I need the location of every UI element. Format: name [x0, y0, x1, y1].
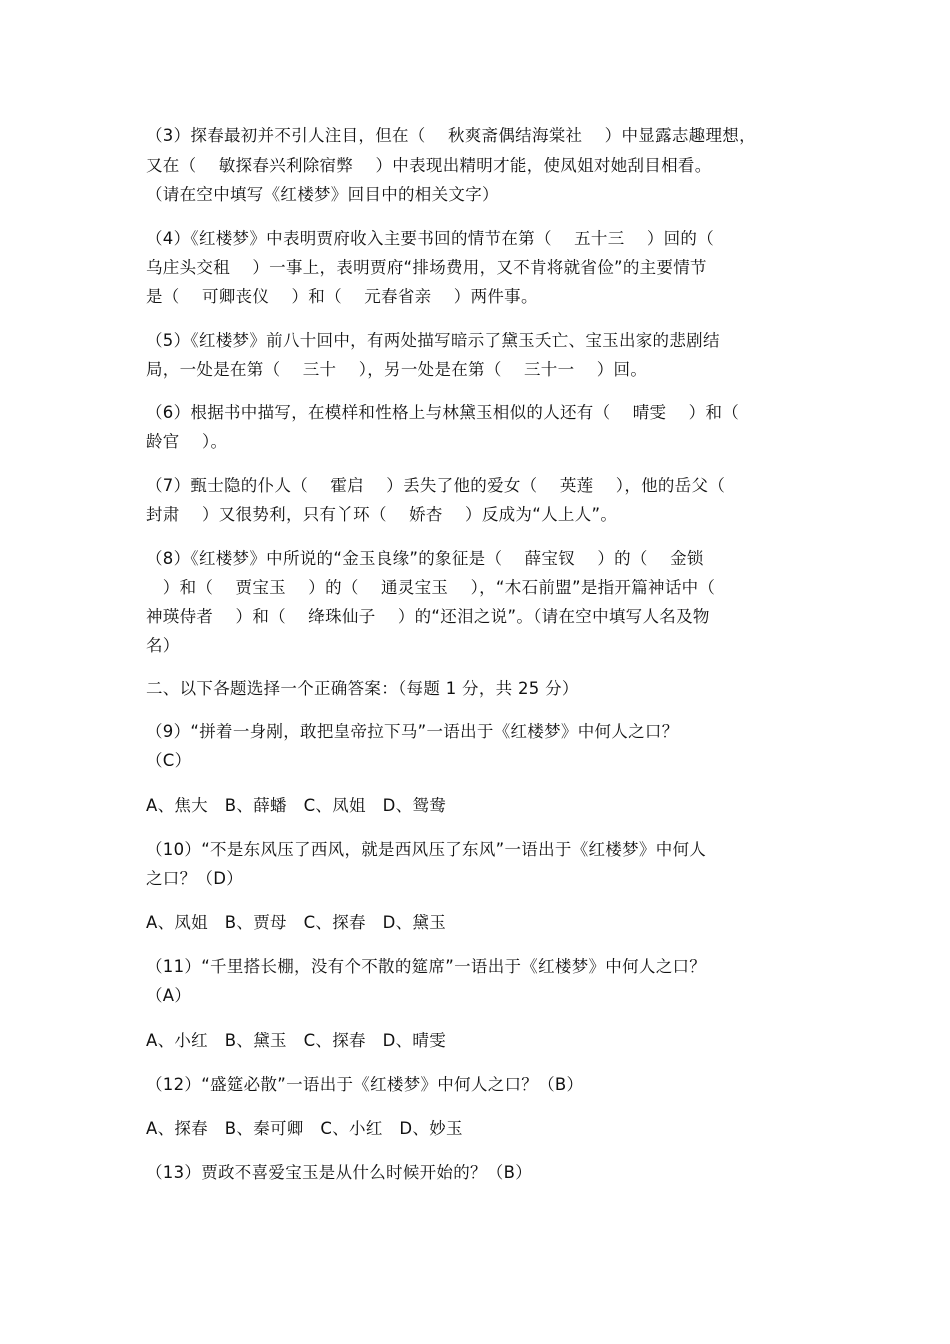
q7-line-1: （7）甄士隐的仆人（ 霍启 ）丢失了他的爱女（ 英莲 ），他的岳父（: [146, 476, 726, 495]
q4-line-3: 是（ 可卿丧仪 ）和（ 元春省亲 ）两件事。: [146, 287, 538, 306]
q10-line-1: （10）“不是东风压了西风，就是西风压了东风”一语出于《红楼梦》中何人: [146, 840, 707, 859]
q11-options: A、小红 B、黛玉 C、探春 D、晴雯: [146, 1031, 447, 1050]
q10-options: A、凤姐 B、贾母 C、探春 D、黛玉: [146, 913, 447, 932]
q5-line-1: （5）《红楼梦》前八十回中，有两处描写暗示了黛玉夭亡、宝玉出家的悲剧结: [146, 331, 720, 350]
q3-line-2: 又在（ 敏探春兴利除宿弊 ）中表现出精明才能，使凤姐对她刮目相看。: [146, 156, 712, 175]
q7-line-2: 封肃 ）又很势利，只有丫环（ 娇杏 ）反成为“人上人”。: [146, 505, 618, 524]
q3-line-3: （请在空中填写《红楼梦》回目中的相关文字）: [146, 185, 499, 204]
q9-line-1: （9）“拼着一身剐，敢把皇帝拉下马”一语出于《红楼梦》中何人之口？: [146, 722, 679, 741]
section-2-heading: 二、以下各题选择一个正确答案：（每题 1 分，共 25 分）: [146, 679, 579, 698]
q9-line-2: （C）: [146, 751, 192, 770]
q8-line-3: 神瑛侍者 ）和（ 绛珠仙子 ）的“还泪之说”。（请在空中填写人名及物: [146, 607, 710, 626]
q13-line-1: （13）贾政不喜爱宝玉是从什么时候开始的？（B）: [146, 1163, 533, 1182]
q3-line-1: （3）探春最初并不引人注目，但在（ 秋爽斋偶结海棠社 ）中显露志趣理想，: [146, 126, 756, 145]
q6-line-2: 龄官 ）。: [146, 432, 228, 451]
q8-line-2: ）和（ 贾宝玉 ）的（ 通灵宝玉 ），“木石前盟”是指开篇神话中（: [146, 578, 716, 597]
q11-line-2: （A）: [146, 986, 192, 1005]
q8-line-4: 名）: [146, 636, 180, 655]
q11-line-1: （11）“千里搭长棚，没有个不散的筵席”一语出于《红楼梦》中何人之口？: [146, 957, 707, 976]
q12-options: A、探春 B、秦可卿 C、小红 D、妙玉: [146, 1119, 463, 1138]
q4-line-1: （4）《红楼梦》中表明贾府收入主要书回的情节在第（ 五十三 ）回的（: [146, 229, 715, 248]
q5-line-2: 局，一处是在第（ 三十 ），另一处是在第（ 三十一 ）回。: [146, 360, 648, 379]
q10-line-2: 之口？（D）: [146, 869, 244, 888]
q4-line-2: 乌庄头交租 ）一事上，表明贾府“排场费用，又不肯将就省俭”的主要情节: [146, 258, 707, 277]
q9-options: A、焦大 B、薛蟠 C、凤姐 D、鸳鸯: [146, 796, 447, 815]
q12-line-1: （12）“盛筵必散”一语出于《红楼梦》中何人之口？（B）: [146, 1075, 584, 1094]
q6-line-1: （6）根据书中描写，在模样和性格上与林黛玉相似的人还有（ 晴雯 ）和（: [146, 403, 740, 422]
q8-line-1: （8）《红楼梦》中所说的“金玉良缘”的象征是（ 薛宝钗 ）的（ 金锁: [146, 549, 704, 568]
